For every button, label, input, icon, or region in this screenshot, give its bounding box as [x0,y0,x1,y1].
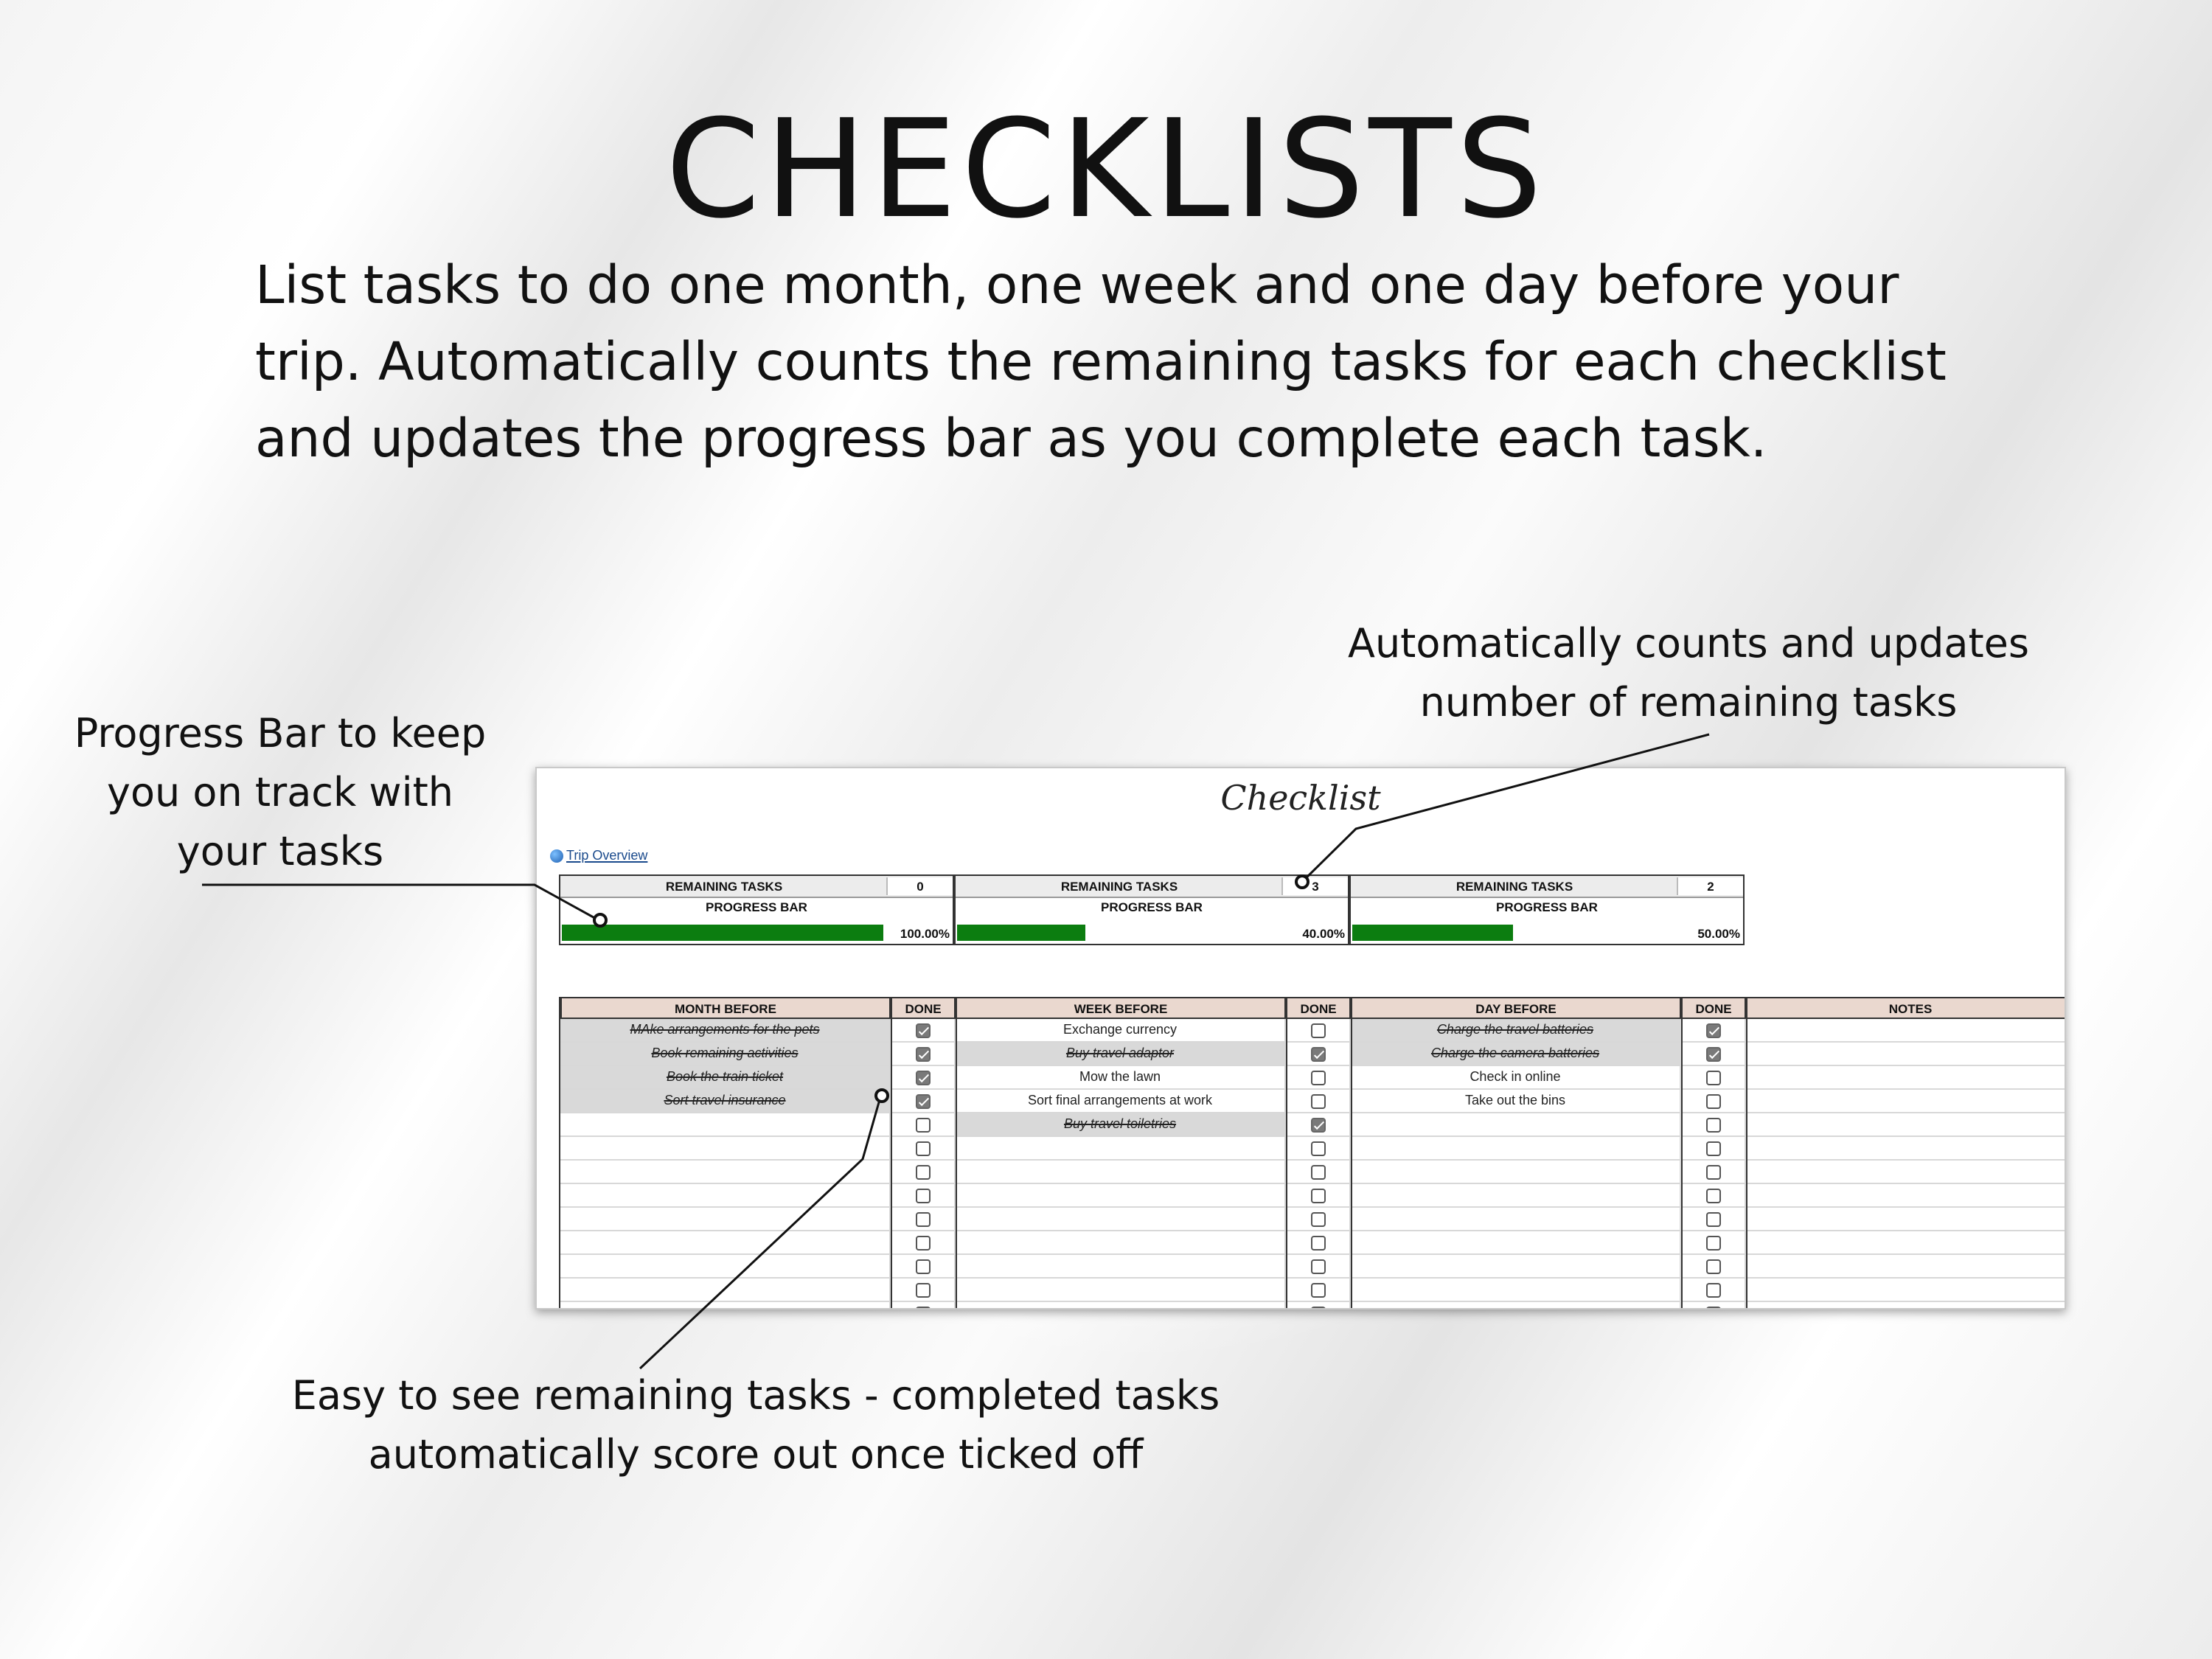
done-cell [891,1208,956,1231]
notes-cell[interactable] [1746,1161,2066,1184]
trip-overview-label: Trip Overview [566,848,648,863]
column-divider [1286,997,1287,1310]
done-cell [891,1231,956,1255]
month-stats [559,874,954,945]
done-cell [891,1184,956,1208]
task-cell[interactable]: Sort final arrangements at work [956,1090,1286,1113]
remaining-tasks-label: REMAINING TASKS [665,879,783,894]
task-cell[interactable] [956,1137,1286,1161]
done-checkbox[interactable] [916,1094,931,1109]
notes-cell[interactable] [1746,1137,2066,1161]
task-cell[interactable] [956,1279,1286,1302]
week-before-header: WEEK BEFORE [956,997,1286,1019]
task-cell[interactable] [560,1302,891,1310]
done-checkbox[interactable] [1311,1094,1326,1109]
progress-bar-label: PROGRESS BAR [1496,900,1598,914]
notes-header: NOTES [1746,997,2066,1019]
done-cell [1286,1066,1351,1090]
done-checkbox[interactable] [1311,1118,1326,1133]
done-cell [1286,1279,1351,1302]
progress-bar-fill [957,925,1085,941]
task-cell[interactable]: Buy travel adaptor [956,1043,1286,1066]
progress-bar-label: PROGRESS BAR [706,900,807,914]
done-checkbox[interactable] [1706,1259,1721,1274]
done-checkbox[interactable] [916,1047,931,1062]
notes-cell[interactable] [1746,1090,2066,1113]
task-cell[interactable] [560,1184,891,1208]
column-divider [956,997,957,1310]
done-checkbox[interactable] [1311,1071,1326,1085]
day-stats [1349,874,1745,945]
done-checkbox[interactable] [916,1141,931,1156]
task-cell[interactable] [1351,1113,1681,1137]
task-cell[interactable] [956,1255,1286,1279]
task-cell[interactable] [1351,1137,1681,1161]
done-cell [891,1090,956,1113]
column-divider [1351,997,1352,1310]
done-cell [1286,1208,1351,1231]
done-cell [1681,1302,1746,1310]
done-cell [1286,1043,1351,1066]
intro-text: List tasks to do one month, one week and one day before your trip. Automatically counts the remaining tasks for each checklist and updates the progress bar as you complete each task. [255,254,1947,469]
done-header: DONE [1286,997,1351,1019]
done-checkbox[interactable] [1706,1118,1721,1133]
done-cell [1681,1231,1746,1255]
done-cell [1286,1302,1351,1310]
done-cell [1286,1231,1351,1255]
done-header: DONE [1681,997,1746,1019]
done-checkbox[interactable] [916,1307,931,1310]
column-divider [891,997,892,1310]
task-cell[interactable]: Take out the bins [1351,1090,1681,1113]
done-checkbox[interactable] [916,1212,931,1227]
done-checkbox[interactable] [916,1023,931,1038]
done-checkbox[interactable] [1311,1236,1326,1251]
notes-cell[interactable] [1746,1066,2066,1090]
done-cell [1681,1208,1746,1231]
trip-overview-link[interactable] [550,848,647,863]
strikeout-callout: Easy to see remaining tasks - completed tasks automatically score out once ticked off [291,1372,1220,1478]
task-cell[interactable] [560,1113,891,1137]
done-cell [1681,1279,1746,1302]
done-checkbox[interactable] [916,1236,931,1251]
done-cell [1681,1043,1746,1066]
done-checkbox[interactable] [1706,1094,1721,1109]
sheet-title: Checklist [1220,780,1381,818]
globe-icon [550,849,563,862]
progress-bar-label: PROGRESS BAR [1101,900,1203,914]
task-cell[interactable] [560,1137,891,1161]
done-cell [1681,1161,1746,1184]
done-checkbox[interactable] [1706,1071,1721,1085]
task-cell[interactable] [1351,1302,1681,1310]
task-cell[interactable]: Charge the camera batteries [1351,1043,1681,1066]
done-checkbox[interactable] [916,1259,931,1274]
done-checkbox[interactable] [1311,1023,1326,1038]
task-cell[interactable] [956,1231,1286,1255]
done-checkbox[interactable] [1706,1023,1721,1038]
notes-cell[interactable] [1746,1208,2066,1231]
done-cell [891,1161,956,1184]
done-checkbox[interactable] [916,1071,931,1085]
done-checkbox[interactable] [1706,1236,1721,1251]
done-checkbox[interactable] [1311,1047,1326,1062]
page-heading: CHECKLISTS [665,91,1547,248]
remaining-tasks-count: 3 [1281,877,1348,895]
task-cell[interactable] [560,1208,891,1231]
done-checkbox[interactable] [1311,1141,1326,1156]
done-checkbox[interactable] [1706,1212,1721,1227]
task-cell[interactable] [1351,1279,1681,1302]
task-cell[interactable] [560,1161,891,1184]
done-cell [1681,1255,1746,1279]
task-cell[interactable] [956,1184,1286,1208]
done-cell [891,1255,956,1279]
done-header: DONE [891,997,956,1019]
progress-bar-fill [562,925,883,941]
done-cell [1286,1019,1351,1043]
task-cell[interactable]: Exchange currency [956,1019,1286,1043]
done-cell [891,1019,956,1043]
task-cell[interactable] [560,1279,891,1302]
done-cell [1286,1090,1351,1113]
task-cell[interactable] [560,1255,891,1279]
done-cell [891,1066,956,1090]
day-before-header: DAY BEFORE [1351,997,1681,1019]
notes-cell[interactable] [1746,1279,2066,1302]
done-checkbox[interactable] [1311,1283,1326,1298]
done-checkbox[interactable] [916,1283,931,1298]
done-cell [1681,1113,1746,1137]
remaining-count-callout: Automatically counts and updates number of remaining tasks [1348,620,2029,726]
done-checkbox[interactable] [916,1165,931,1180]
done-cell [1681,1090,1746,1113]
task-cell[interactable] [1351,1255,1681,1279]
task-cell[interactable] [1351,1161,1681,1184]
progress-percent: 40.00% [1302,926,1345,941]
task-cell[interactable]: Book remaining activities [560,1043,891,1066]
done-cell [891,1302,956,1310]
done-cell [1681,1019,1746,1043]
notes-cell[interactable] [1746,1302,2066,1310]
done-checkbox[interactable] [1706,1283,1721,1298]
task-cell[interactable]: MAke arrangements for the pets [560,1019,891,1043]
done-cell [1286,1184,1351,1208]
task-cell[interactable] [956,1161,1286,1184]
task-cell[interactable]: Book the train ticket [560,1066,891,1090]
done-cell [1286,1255,1351,1279]
column-divider [1681,997,1683,1310]
done-checkbox[interactable] [916,1189,931,1203]
done-cell [1286,1161,1351,1184]
done-cell [1681,1137,1746,1161]
notes-cell[interactable] [1746,1255,2066,1279]
progress-percent: 50.00% [1697,926,1740,941]
month-before-header: MONTH BEFORE [560,997,891,1019]
notes-cell[interactable] [1746,1184,2066,1208]
done-cell [1681,1066,1746,1090]
checklist-grid [559,997,2066,1310]
column-divider [1746,997,1747,1310]
task-cell[interactable] [1351,1184,1681,1208]
notes-cell[interactable] [1746,1043,2066,1066]
checklist-spreadsheet [535,767,2066,1310]
done-cell [891,1137,956,1161]
task-cell[interactable] [560,1231,891,1255]
notes-cell[interactable] [1746,1019,2066,1043]
done-checkbox[interactable] [1706,1307,1721,1310]
remaining-tasks-count: 2 [1677,877,1743,895]
done-checkbox[interactable] [1311,1307,1326,1310]
task-cell[interactable]: Check in online [1351,1066,1681,1090]
task-cell[interactable] [956,1302,1286,1310]
task-cell[interactable]: Sort travel insurance [560,1090,891,1113]
done-checkbox[interactable] [1311,1212,1326,1227]
done-checkbox[interactable] [1311,1259,1326,1274]
task-cell[interactable]: Charge the travel batteries [1351,1019,1681,1043]
remaining-tasks-label: REMAINING TASKS [1455,879,1573,894]
done-checkbox[interactable] [1311,1189,1326,1203]
notes-cell[interactable] [1746,1231,2066,1255]
done-cell [891,1113,956,1137]
done-checkbox[interactable] [1706,1141,1721,1156]
done-cell [891,1043,956,1066]
progress-bar-callout: Progress Bar to keep you on track with your tasks [74,710,487,874]
task-cell[interactable]: Buy travel toiletries [956,1113,1286,1137]
task-cell[interactable] [1351,1231,1681,1255]
done-checkbox[interactable] [916,1118,931,1133]
week-stats [954,874,1349,945]
done-checkbox[interactable] [1706,1165,1721,1180]
remaining-tasks-label: REMAINING TASKS [1060,879,1178,894]
progress-bar-fill [1352,925,1513,941]
remaining-tasks-count: 0 [886,877,953,895]
progress-percent: 100.00% [900,926,950,941]
done-cell [1681,1184,1746,1208]
done-checkbox[interactable] [1706,1047,1721,1062]
done-cell [891,1279,956,1302]
task-cell[interactable] [1351,1208,1681,1231]
task-cell[interactable]: Mow the lawn [956,1066,1286,1090]
task-cell[interactable] [956,1208,1286,1231]
done-cell [1286,1113,1351,1137]
done-checkbox[interactable] [1706,1189,1721,1203]
notes-cell[interactable] [1746,1113,2066,1137]
done-cell [1286,1137,1351,1161]
done-checkbox[interactable] [1311,1165,1326,1180]
